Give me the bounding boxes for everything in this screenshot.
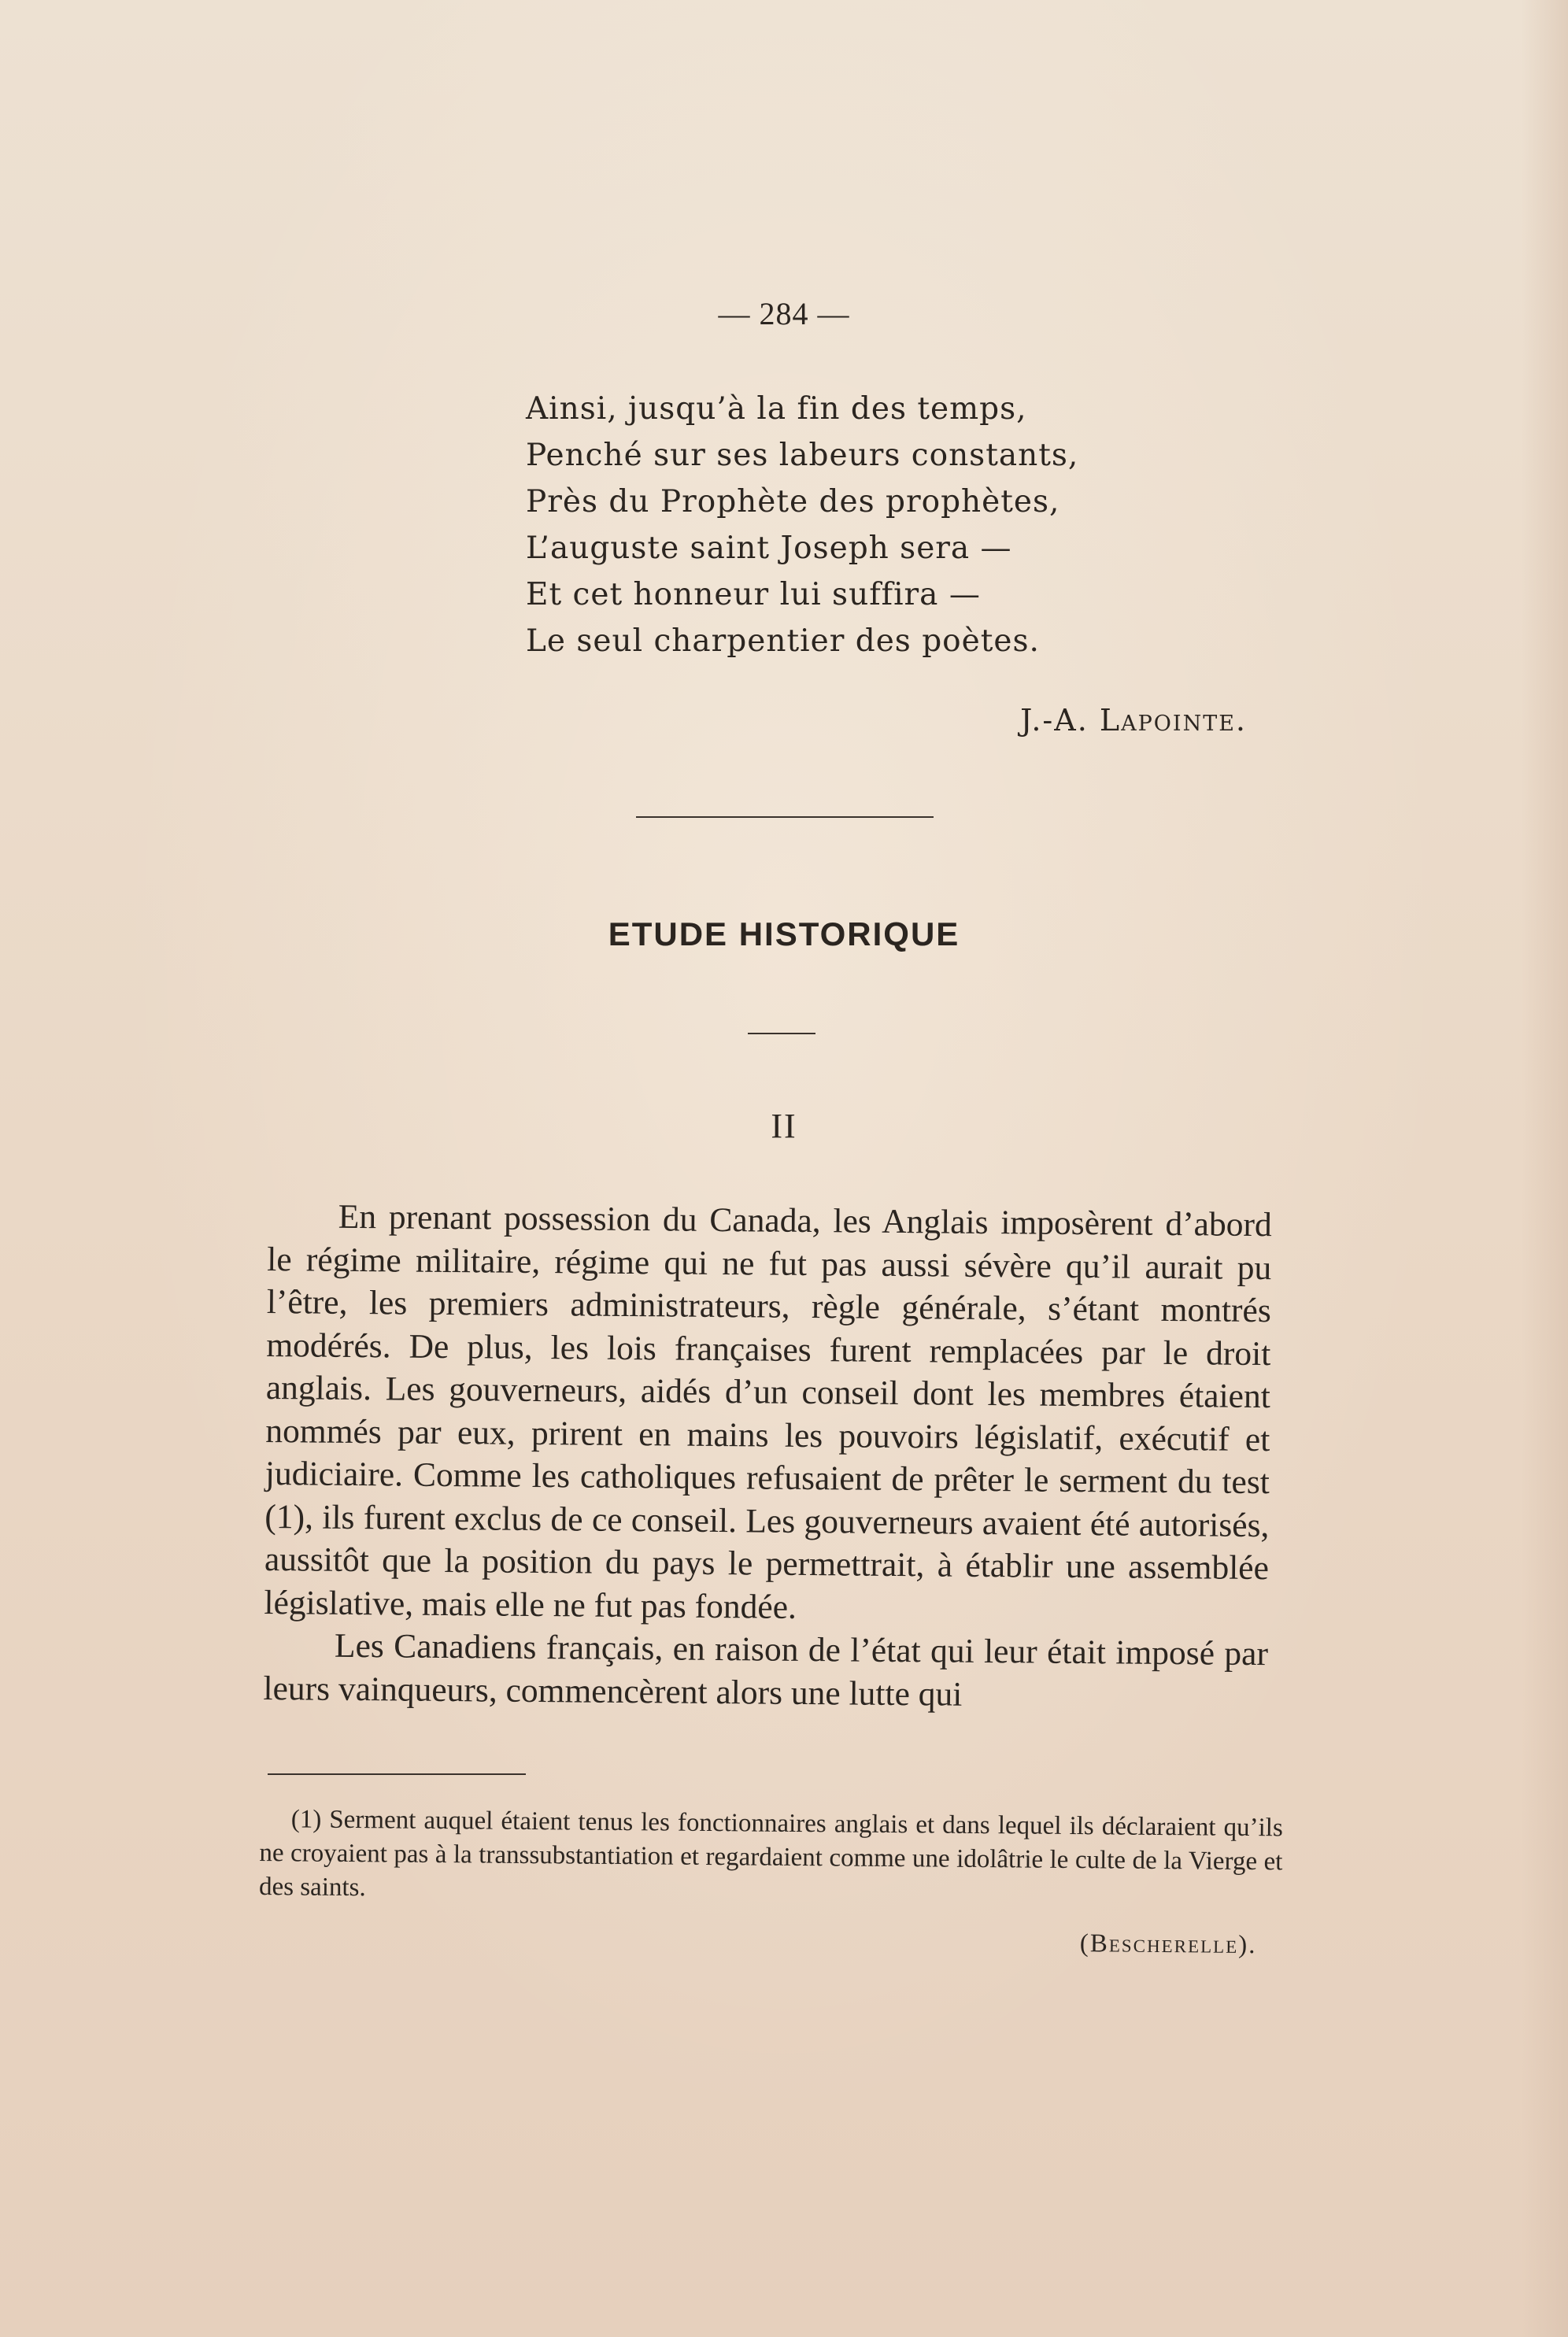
poem-line: L’auguste saint Joseph sera —	[526, 531, 1012, 566]
poem-line: Et cet honneur lui suffira —	[526, 577, 981, 612]
body-text	[263, 1195, 1272, 1718]
poem-line: Ainsi, jusqu’à la fin des temps,	[526, 391, 1027, 427]
footnote-divider	[268, 1773, 526, 1775]
footnote-text: (1) Serment auquel étaient tenus les fonctionnaires anglais et dans lequel ils déclaraient qu’ils ne croyaient pas à la transsubstantiation et regardaient comme une idolâtrie le culte de la Vierge et des saints.	[258, 1805, 1283, 1903]
footnote	[258, 1803, 1283, 1962]
body-paragraph: En prenant possession du Canada, les Anglais imposèrent d’abord le régime militaire, régime qui ne fut pas aussi sévère qu’il aurait pu l’être, les premiers administrateurs, règle générale, s’étant montrés modérés. De plus, les lois françaises furent remplacées par le droit anglais. Les gouverneurs, aidés d’un conseil dont les membres étaient nommés par eux, prirent en mains les pouvoirs législatif, exécutif et judiciaire. Comme les catholiques refusaient de prêter le serment du test (1), ils furent exclus de ce conseil. Les gouverneurs avaient été autorisés, aussitôt que la position du pays le permettrait, à établir une assemblée législative, mais elle ne fut pas fondée.	[264, 1197, 1272, 1626]
section-title: ETUDE HISTORIQUE	[608, 915, 960, 952]
poem-author: J.-A. Lapointe.	[1020, 703, 1247, 738]
poem-line: Le seul charpentier des poètes.	[526, 623, 1040, 659]
page-edge-shadow	[1521, 0, 1568, 2337]
section-number: II	[771, 1107, 797, 1145]
page-number: — 284 —	[718, 296, 850, 331]
poem-line: Penché sur ses labeurs constants,	[526, 438, 1079, 473]
footnote-source: (Bescherelle).	[1079, 1929, 1257, 1960]
section-divider	[636, 816, 934, 818]
poem-line: Près du Prophète des prophètes,	[526, 484, 1060, 520]
body-paragraph: Les Canadiens français, en raison de l’état qui leur était imposé par leurs vainqueurs, commencèrent alors une lutte qui	[263, 1626, 1269, 1714]
poem	[526, 386, 1124, 664]
title-divider	[748, 1033, 815, 1034]
